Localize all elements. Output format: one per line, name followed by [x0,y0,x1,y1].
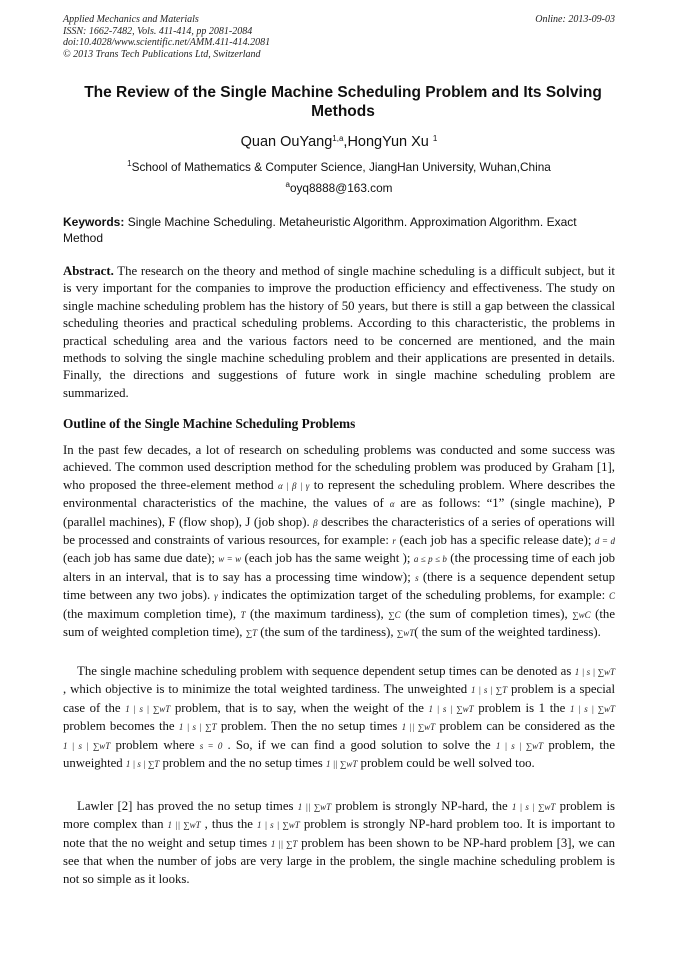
text: In the past few decades, a lot of research on scheduling problems was conducted and some success was achieved. The common used description method for the scheduling problem was produced by Graham [1], who proposed the three-element method [63,443,615,492]
math-expression: ∑C [388,609,401,620]
math-expression: 1 || ∑wT [401,722,436,733]
text: (each job has same due date); [63,551,219,566]
paragraph-2 [63,663,615,773]
text: problem can be considered as the [435,719,615,734]
text: problem. Then the no setup times [216,719,402,734]
text: describes the characteristics of a series of operations will be processed and constraints of various resources, for example: [63,514,615,548]
math-expression: 1 | s | ∑wT [511,802,556,812]
online-date: Online: 2013-09-03 [535,14,615,25]
email-address[interactable]: oyq8888@163.com [289,181,393,195]
math-expression: a ≤ p ≤ b [413,554,447,565]
math-expression: ∑wC [572,609,591,620]
text: (each job has a specific release date); [395,533,595,548]
math-expression: 1 | s | ∑wT [428,703,474,714]
text: problem has been shown to be NP-hard problem [3], we can see that when the number of jobs are very large in the problem, the single machine scheduling problem is not so simple as it looks. [63,835,615,886]
text: (the maximum tardiness), [245,606,389,621]
math-expression: w = w [218,554,242,565]
text: Lawler [2] has proved the no setup times [77,799,298,813]
journal-name: Applied Mechanics and Materials [63,14,199,25]
math-expression: 1 | s | ∑T [471,685,508,696]
text: problem, the unweighted [63,737,616,771]
author-superscript: 1 [432,134,438,143]
text: The single machine scheduling problem with sequence dependent setup times can be denoted as [77,664,575,678]
text: indicates the optimization target of the scheduling problems, for example: [217,588,609,603]
issn-line: ISSN: 1662-7482, Vols. 411-414, pp 2081-2084 [63,25,253,37]
keywords-label: Keywords: [63,215,125,229]
text: (the maximum completion time), [63,606,241,621]
journal-header [63,14,615,60]
text: problem becomes the [63,719,179,734]
author-separator: , [343,134,348,150]
math-expression: 1 || ∑T [270,838,298,849]
section-heading: Outline of the Single Machine Scheduling Problems [63,416,356,431]
abstract [63,263,615,402]
keywords [63,214,615,246]
math-expression: 1 | s | ∑wT [495,740,544,751]
math-expression: 1 | s | ∑wT [569,703,616,714]
text: (each job has the same weight ); [241,551,414,566]
math-expression: s = 0 [199,740,223,751]
text: (the sum of completion times), [400,606,573,621]
text: to represent the scheduling problem. Where describes the environmental characteristics of the machine, the values of [63,477,615,511]
text: (the sum of the tardiness), [257,625,397,640]
text: problem is 1 the [473,700,570,715]
text: problem is strongly NP-hard, the [331,799,512,813]
text: (the processing time of each job alters in an interval, that is to say has a processing time window); [63,551,615,584]
math-expression: 1 | s | ∑wT [63,740,111,751]
text: problem could be well solved too. [357,756,535,771]
affiliation-superscript: 1 [127,159,132,168]
math-expression: T [240,609,246,620]
paragraph-3 [63,798,615,888]
math-expression: 1 || ∑wT [167,820,201,831]
paper-title: The Review of the Single Machine Scheduling Problem and Its Solving Methods [84,84,602,120]
math-expression: 1 || ∑wT [325,759,358,770]
paragraph-1 [63,442,615,642]
affiliation-text: School of Mathematics & Computer Science, JiangHan University, Wuhan,China [131,160,551,174]
math-expression: 1 | s | ∑T [178,722,217,733]
math-expression: ∑T [245,628,258,639]
keywords-text: Single Machine Scheduling. Metaheuristic Algorithm. Approximation Algorithm. Exact Method [63,215,577,245]
text: are as follows: “1” (single machine), P (parallel machines), F (flow shop), J (job shop). [63,496,616,529]
text: problem is a special case of the [63,682,615,715]
math-expression: 1 | s | ∑wT [574,667,616,677]
math-expression: d = d [594,536,616,547]
text: (there is a sequence dependent setup time between any two jobs). [63,569,615,603]
text: problem and the no setup times [159,756,326,771]
author-name: HongYun Xu [347,134,433,150]
email-superscript: a [285,180,290,189]
math-expression: 1 | s | ∑wT [125,703,171,714]
math-expression: 1 || ∑wT [297,802,332,812]
text: , which objective is to minimize the total weighted tardiness. The unweighted [63,682,472,697]
text: problem, that is to say, when the weight of the [170,700,429,715]
author-superscript: 1,a [332,134,344,143]
doi-line[interactable]: doi:10.4028/www.scientific.net/AMM.411-414.2081 [63,37,271,48]
math-expression: ∑wT [396,628,415,639]
copyright-line: © 2013 Trans Tech Publications Ltd, Switzerland [63,48,261,60]
abstract-label: Abstract. [63,264,114,278]
math-expression: γ [214,591,218,602]
text: , thus the [200,817,257,832]
text: problem is more complex than [63,799,616,832]
author-email [0,181,678,195]
text: (the sum of weighted completion time), [63,606,616,640]
text: ( the sum of the weighted tardiness). [414,625,601,640]
text: problem is strongly NP-hard problem too. It is important to note that the no weight and setup times [63,817,615,850]
math-expression: C [608,591,615,602]
math-expression: α | β | γ [278,480,310,491]
author-name: Quan OuYang [240,134,333,150]
math-expression: β [313,517,318,528]
math-expression: 1 | s | ∑wT [256,820,300,831]
math-expression: r [392,536,396,547]
math-expression: 1 | s | ∑T [125,759,160,770]
text: problem where [110,737,200,752]
text: . So, if we can find a good solution to solve the [222,737,496,752]
math-expression: α [389,499,395,510]
affiliation [0,160,678,174]
author-line [0,134,678,150]
math-expression: s [415,572,419,583]
abstract-text: The research on the theory and method of single machine scheduling is a difficult subject, but it is very important for the companies to improve the production efficiency and effectiveness. The study on single machine scheduling problem has the history of 50 years, but there is still a gap between the classical scheduling theories and practical scheduling problems. According to this characteristic, the problems in practical scheduling area and the various factors need to be concerned are mentioned, and the main methods to solving the single machine scheduling problem and their applications are presented in details. Finally, the directions and suggestions of future work in single machine scheduling problem are summarized. [63,264,615,400]
